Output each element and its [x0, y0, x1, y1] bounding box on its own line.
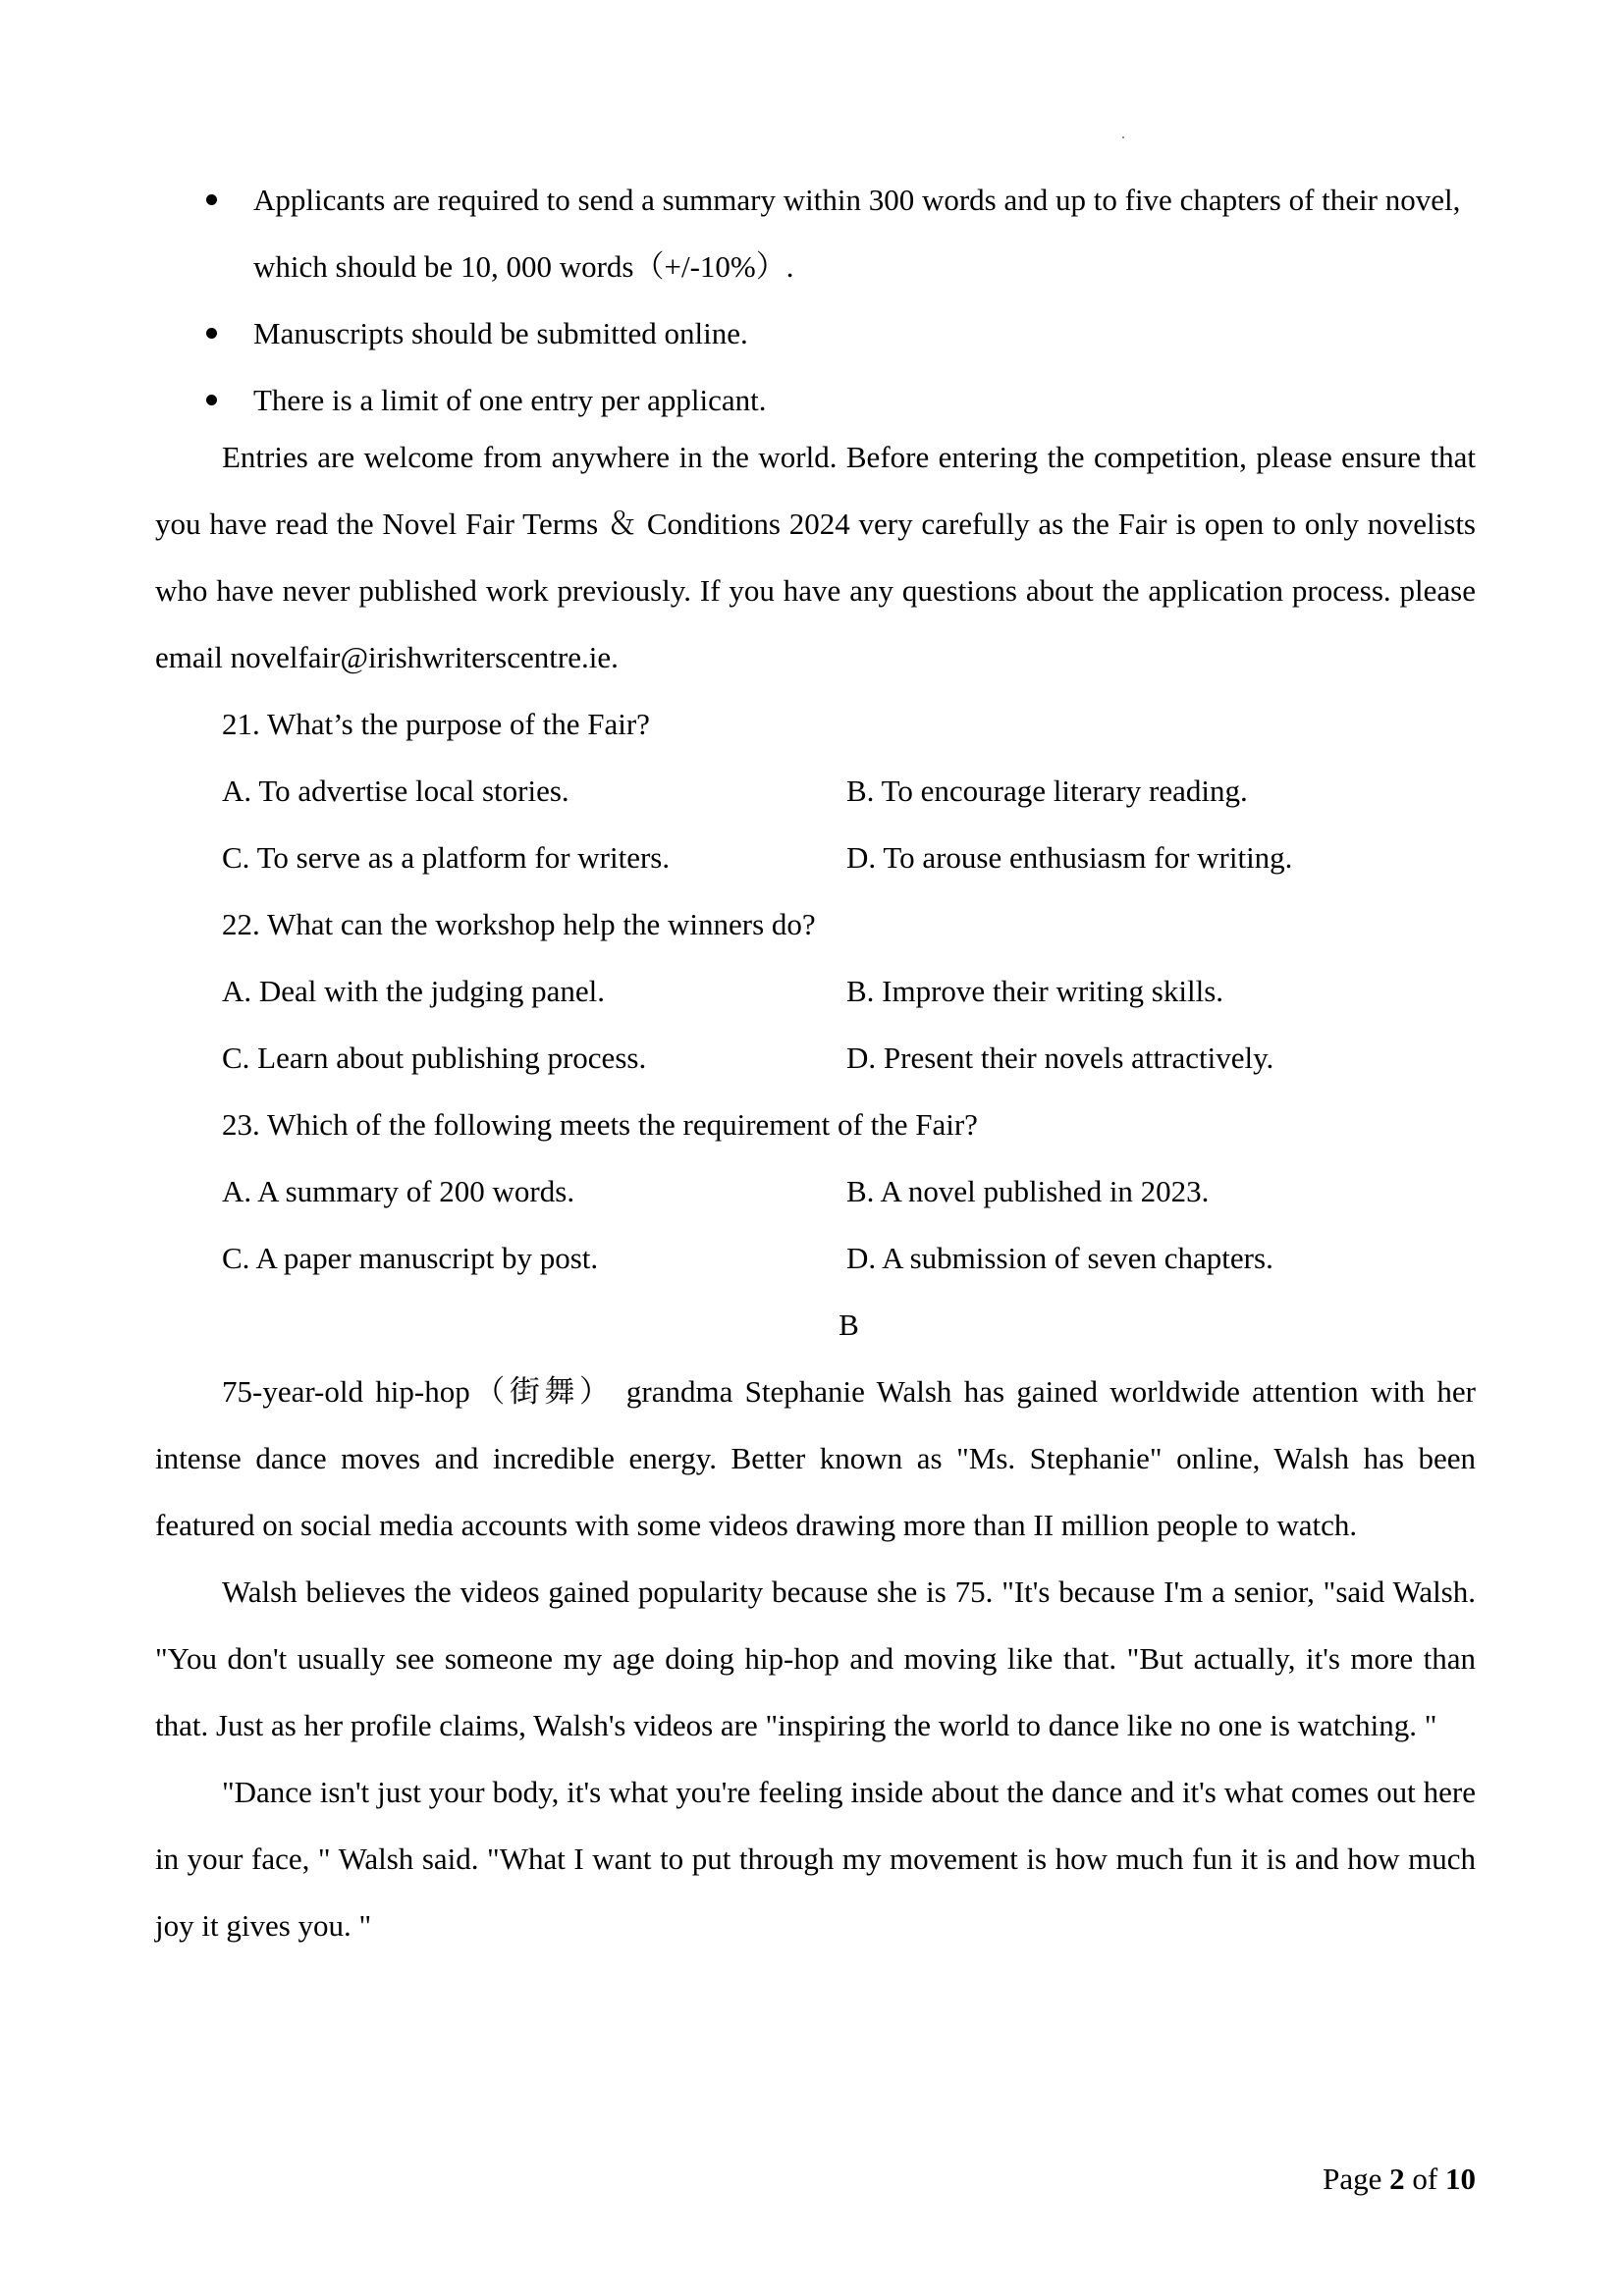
answer-options	[155, 958, 1476, 1092]
total-page-number: 10	[1445, 2162, 1476, 2196]
bullet-icon	[206, 328, 217, 339]
scan-speck	[1122, 136, 1124, 138]
footer-middle: of	[1404, 2162, 1445, 2196]
option-b: B. To encourage literary reading.	[846, 774, 1248, 808]
requirement-item	[155, 167, 1476, 300]
main-content	[155, 424, 1476, 1959]
question-stem: 22. What can the workshop help the winners do?	[222, 907, 816, 941]
section-label: B	[839, 1308, 859, 1342]
bullet-icon	[206, 395, 217, 405]
option-b: B. A novel published in 2023.	[846, 1174, 1210, 1208]
current-page-number: 2	[1389, 2162, 1405, 2196]
passage-paragraph: "Dance isn't just your body, it's what you're feeling inside about the dance and it's what comes out here in your face, " Walsh said. "What I want to put through my movement is how much fun it is and how much joy it gives you. "	[155, 1775, 1476, 1943]
answer-options	[155, 1158, 1476, 1292]
option-a: A. Deal with the judging panel.	[222, 974, 605, 1008]
answer-options	[155, 758, 1476, 891]
question-23	[155, 1092, 1476, 1292]
option-b: B. Improve their writing skills.	[846, 974, 1224, 1008]
option-c: C. Learn about publishing process.	[222, 1041, 647, 1075]
question-22	[155, 891, 1476, 1092]
question-stem: 21. What’s the purpose of the Fair?	[222, 707, 650, 741]
passage-paragraph: Walsh believes the videos gained popularity because she is 75. "It's because I'm a senior, "said Walsh. "You don't usually see someone my age doing hip-hop and moving like that. "But actually, it's more than that. Just as her profile claims, Walsh's videos are "inspiring the world to dance like no one is watching. "	[155, 1575, 1476, 1742]
passage-paragraph: 75-year-old hip-hop（街舞） grandma Stephanie Walsh has gained worldwide attention with her intense dance moves and incredible energy. Better known as "Ms. Stephanie" online, Walsh has been featured on social media accounts with some videos drawing more than II million people to watch.	[155, 1374, 1476, 1542]
requirement-text: Manuscripts should be submitted online.	[253, 316, 748, 350]
requirement-text: There is a limit of one entry per applicant.	[253, 383, 767, 417]
option-c: C. A paper manuscript by post.	[222, 1241, 599, 1275]
requirement-item	[155, 300, 1476, 367]
page-footer	[1323, 2160, 1476, 2199]
requirements-list	[155, 167, 1476, 434]
bullet-icon	[206, 194, 217, 205]
option-a: A. A summary of 200 words.	[222, 1174, 575, 1208]
option-a: A. To advertise local stories.	[222, 774, 569, 808]
footer-prefix: Page	[1323, 2162, 1390, 2196]
option-d: D. A submission of seven chapters.	[846, 1241, 1273, 1275]
option-d: D. To arouse enthusiasm for writing.	[846, 840, 1293, 875]
requirement-text: Applicants are required to send a summary within 300 words and up to five chapters of their novel, which should be 10, 000 words（+/-10%）.	[253, 183, 1461, 284]
question-stem: 23. Which of the following meets the requirement of the Fair?	[222, 1107, 978, 1142]
intro-paragraph: Entries are welcome from anywhere in the world. Before entering the competition, please ensure that you have read the Novel Fair Terms ＆ Conditions 2024 very carefully as the Fair is open to only novelists who have never published work previously. If you have any questions about the application process. please email novelfair@irishwriterscentre.ie.	[155, 440, 1476, 674]
option-d: D. Present their novels attractively.	[846, 1041, 1274, 1075]
option-c: C. To serve as a platform for writers.	[222, 840, 671, 875]
question-21	[155, 691, 1476, 891]
